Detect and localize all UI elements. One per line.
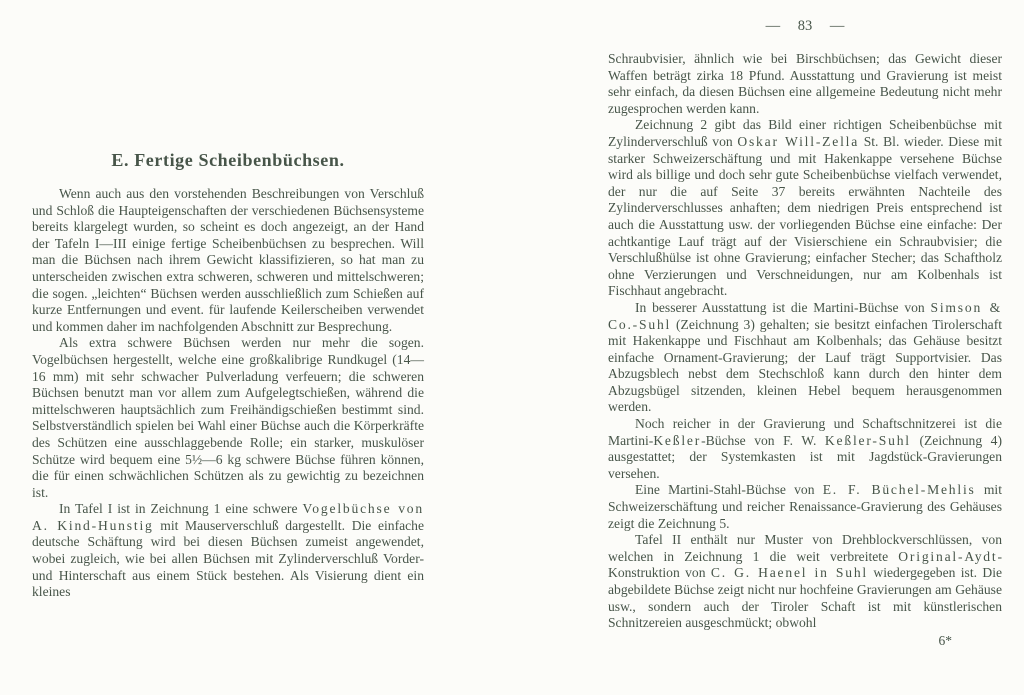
text-run: In besserer Ausstattung ist die Martini-Büchse von xyxy=(635,299,931,315)
right-page-column xyxy=(608,18,1002,649)
letterspaced-name: Vogelbüchse von A. Kind-Hunstig xyxy=(32,501,424,533)
paragraph xyxy=(32,501,424,601)
left-page-column xyxy=(32,150,424,601)
paragraph xyxy=(608,482,1002,532)
text-run: wiedergegeben ist. Die abgebildete Büchse zeigt nicht nur hochfeine Gravierungen am Gehäuse usw., sondern auch der Tiroler Schaft ist mit künstlerischen Schnitzereien ausgeschmückt; obwohl xyxy=(608,565,1003,631)
text-run: (Zeichnung 3) gehalten; sie besitzt einfachen Tirolerschaft mit Hakenkappe und Fischhaut am Kolbenhals; das Gehäuse besitzt einfache Ornament-Gravierung; der Lauf trägt Supportvisier. Das Abzugsblech nebst dem Stechschloß kann durch den hinter dem Abzugsbügel sitzenden, kleinen Hebel bequem herausgenommen werden. xyxy=(608,316,1002,415)
paragraph xyxy=(32,186,424,335)
signature-mark: 6* xyxy=(938,632,952,648)
text-run: Tafel II enthält nur Muster von Drehblockverschlüssen, von welchen in Zeichnung 1 die weit verbreitete xyxy=(608,532,1002,564)
letterspaced-name: Oskar Will-Zella xyxy=(737,133,860,149)
letterspaced-name: Keßler xyxy=(653,432,702,448)
text-run: -Konstruktion von xyxy=(608,548,1002,581)
text-run: Schraubvisier, ähnlich wie bei Birschbüchsen; das Gewicht dieser Waffen beträgt zirka 18 Pfund. Ausstattung und Gravierung ist meist sehr einfach, da diesen Büchsen eine allgemeine Bedeutung nicht mehr zugesprochen werden kann. xyxy=(608,51,1002,116)
paragraph xyxy=(608,117,1002,300)
letterspaced-name: C. G. Haenel in Suhl xyxy=(710,565,869,581)
left-column-text xyxy=(32,186,424,601)
text-run: Eine Martini-Stahl-Büchse von xyxy=(635,482,823,498)
paragraph xyxy=(32,335,424,501)
text-run: Zeichnung 2 gibt das Bild einer richtigen Scheibenbüchse mit Zylinderverschluß von xyxy=(608,117,1002,149)
letterspaced-name: E. F. Büchel-Mehlis xyxy=(822,482,976,498)
letterspaced-name: Simson & Co.-Suhl xyxy=(608,299,1002,332)
letterspaced-name: Original-Aydt xyxy=(898,548,998,564)
text-run: mit Schweizerschäftung und reicher Renaissance-Gravierung des Gehäuses zeigt die Zeichnung 5. xyxy=(608,482,1002,531)
paragraph xyxy=(608,416,1002,482)
letterspaced-name: Keßler-Suhl xyxy=(824,432,911,448)
page-number: — 83 — xyxy=(765,18,845,34)
text-run: mit Mauserverschluß dargestellt. Die einfache deutsche Schäftung wird bei diesen Büchsen zumeist angewendet, wobei zugleich, wie bei allen Büchsen mit Zylinderverschluß Vorder- und Hinterschaft aus einem Stück bestehen. Als Visierung dient ein kleines xyxy=(32,517,424,600)
text-run: Wenn auch aus den vorstehenden Beschreibungen von Verschluß und Schloß die Haupteigenschaften der verschiedenen Büchsensysteme bereits klargelegt wurden, so scheint es doch angezeigt, an der Hand der Tafeln I—III einige fertige Scheibenbüchsen zu besprechen. Will man die Büchsen nach ihrem Gewicht klassifizieren, so hat man zu unterscheiden zwischen extra schweren, schweren und mittelschweren; die sogen. „leichten“ Büchsen werden ausschließlich zum Schießen auf kurze Entfernungen und event. für laufende Keilerscheiben verwendet und kommen daher im nachfolgenden Abschnitt zur Besprechung. xyxy=(32,186,424,334)
section-heading: E. Fertige Scheibenbüchsen. xyxy=(111,150,345,170)
text-run: -Büchse von F. W. xyxy=(701,432,825,448)
paragraph xyxy=(608,532,1002,632)
right-column-text xyxy=(608,51,1002,632)
text-run: (Zeichnung 4) ausgestattet; der Systemkasten ist mit Jagdstück-Gravierungen versehen. xyxy=(608,432,1002,481)
paragraph xyxy=(608,300,1002,416)
text-run: Als extra schwere Büchsen werden nur mehr die sogen. Vogelbüchsen hergestellt, welche eine großkalibrige Rundkugel (14—16 mm) mit sehr schwacher Pulverladung verfeuern; die schweren Büchsen benutzt man vor allem zum Aufgelegtschießen, während die mittelschweren hauptsächlich zum Freihändigschießen bestimmt sind. Selbstverständlich spielen bei Wahl einer Büchse auch die Körperkräfte des Schützen eine ausschlaggebende Rolle; ein starker, muskulöser Schütze wird bequem eine 5½—6 kg schwere Büchse führen können, die für einen schwächlichen Schützen als zu gewichtig zu bezeichnen ist. xyxy=(32,335,424,500)
paragraph xyxy=(608,51,1002,117)
text-run: St. Bl. wieder. Diese mit starker Schweizerschäftung und mit Hakenkappe versehene Büchse wird als billige und doch sehr gute Scheibenbüchse vielfach verwendet, der nur die auf Seite 37 bereits erwähnten Nachteile des Zylinderverschlusses anhaften; dem niedrigen Preis entsprechend ist auch die Ausstattung usw. der vorliegenden Büchse eine einfache: Der achtkantige Lauf trägt auf der Visierschiene ein Schraubvisier; die Verschlußhülse ist ohne Gravierung; einfacher Stecher; das Schaftholz ohne Verzierungen und Verschneidungen, nur am Kolbenhals ist Fischhaut angebracht. xyxy=(608,133,1002,299)
text-run: In Tafel I ist in Zeichnung 1 eine schwere xyxy=(59,501,303,517)
text-run: Noch reicher in der Gravierung und Schaftschnitzerei ist die Martini- xyxy=(608,416,1002,448)
